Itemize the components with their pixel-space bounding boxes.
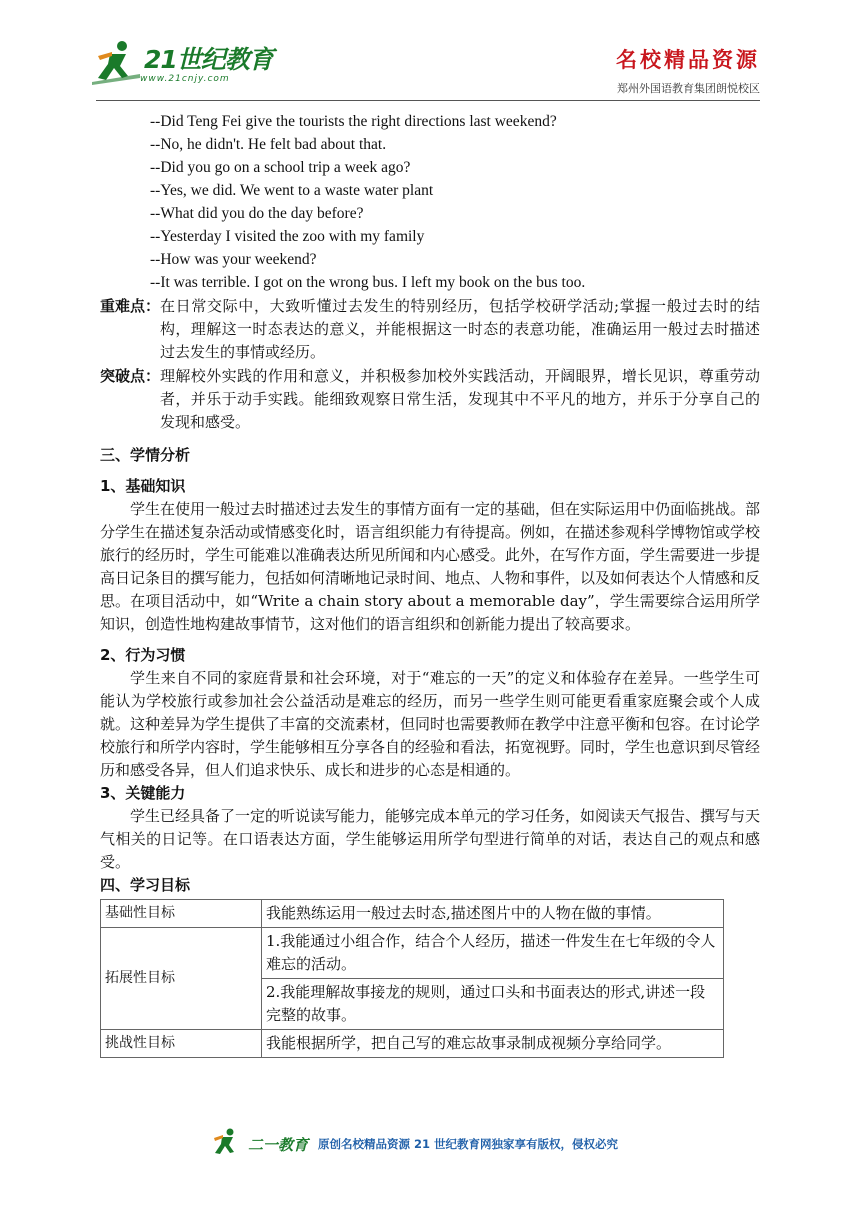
page-header <box>0 0 860 100</box>
goal-text: 我能熟练运用一般过去时态,描述图片中的人物在做的事情。 <box>262 900 724 928</box>
paragraph-key-ability: 学生已经具备了一定的听说读写能力，能够完成本单元的学习任务，如阅读天气报告、撰写与天气相关的日记等。在口语表达方面，学生能够运用所学句型进行简单的对话，表达自己的观点和感受。 <box>100 807 761 871</box>
difficult-points <box>100 295 760 364</box>
table-row <box>101 1030 724 1058</box>
goal-text: 2.我能理解故事接龙的规则，通过口头和书面表达的形式,讲述一段完整的故事。 <box>262 979 724 1030</box>
dialogue-line: --No, he didn't. He felt bad about that. <box>150 136 387 153</box>
goal-label: 挑战性目标 <box>101 1030 262 1058</box>
runner-logo-icon <box>92 40 142 86</box>
subheading-behavior: 2、行为习惯 <box>100 646 186 664</box>
learning-goals-table <box>100 899 724 1058</box>
logo-text: 21世纪教育 <box>144 45 273 74</box>
goal-text: 我能根据所学，把自己写的难忘故事录制成视频分享给同学。 <box>262 1030 724 1058</box>
breakthrough-points <box>100 365 760 434</box>
paragraph-basic-knowledge: 学生在使用一般过去时描述过去发生的事情方面有一定的基础，但在实际运用中仍面临挑战。部分学生在描述复杂活动或情感变化时，语言组织能力有待提高。例如，在描述参观科学博物馆或学校旅行的经历时，学生可能难以准确表达所见所闻和内心感受。此外，在写作方面，学生需要进一步提高日记条目的撰写能力，包括如何清晰地记录时间、地点、人物和事件，以及如何表达个人情感和反思。在项目活动中，如“Write a chain story about a memorable day”，学生需要综合运用所学知识，创造性地构建故事情节，这对他们的语言组织和创新能力提出了较高要求。 <box>100 500 761 633</box>
subheading-key-ability: 3、关键能力 <box>100 784 186 802</box>
page-footer <box>210 1128 670 1158</box>
dialogue-line: --Yes, we did. We went to a waste water plant <box>150 182 434 199</box>
section-heading-goals: 四、学习目标 <box>100 876 191 894</box>
footer-copyright: 原创名校精品资源 21 世纪教育网独家享有版权，侵权必究 <box>318 1137 619 1151</box>
dialogue-line: --What did you do the day before? <box>150 205 364 222</box>
brand-subtitle: 郑州外国语教育集团朗悦校区 <box>617 82 760 95</box>
document-body <box>100 110 760 1058</box>
breakthrough-points-label: 突破点： <box>100 367 161 385</box>
brand-title: 名校精品资源 <box>616 48 760 72</box>
goal-label: 拓展性目标 <box>101 928 262 1030</box>
goal-text: 1.我能通过小组合作，结合个人经历，描述一件发生在七年级的令人难忘的活动。 <box>262 928 724 979</box>
site-logo <box>92 40 292 96</box>
paragraph-behavior: 学生来自不同的家庭背景和社会环境，对于“难忘的一天”的定义和体验存在差异。一些学生可能认为学校旅行或参加社会公益活动是难忘的经历，而另一些学生则可能更看重家庭聚会或个人成就。这种差异为学生提供了丰富的交流素材，但同时也需要教师在教学中注意平衡和包容。在讨论学校旅行和所学内容时，学生能够相互分享各自的经验和看法，拓宽视野。同时，学生也意识到尽管经历和感受各异，但人们追求快乐、成长和进步的心态是相通的。 <box>100 669 761 779</box>
subheading-basic-knowledge: 1、基础知识 <box>100 477 186 495</box>
table-row <box>101 900 724 928</box>
footer-logo-text: 二一教育 <box>248 1136 309 1154</box>
header-divider <box>96 100 760 101</box>
goal-label: 基础性目标 <box>101 900 262 928</box>
dialogue-line: --How was your weekend? <box>150 251 317 268</box>
difficult-points-text: 在日常交际中，大致听懂过去发生的特别经历，包括学校研学活动;掌握一般过去时的结构，理解这一时态表达的意义，并能根据这一时态的表意功能，准确运用一般过去时描述过去发生的事情或经历。 <box>160 297 760 361</box>
section-heading-analysis: 三、学情分析 <box>100 446 191 464</box>
logo-url: www.21cnjy.com <box>140 74 230 84</box>
difficult-points-label: 重难点： <box>100 297 161 315</box>
dialogue-line: --Yesterday I visited the zoo with my family <box>150 228 425 245</box>
runner-logo-icon <box>210 1128 244 1156</box>
dialogue-block <box>100 110 760 294</box>
table-row <box>101 928 724 979</box>
breakthrough-points-text: 理解校外实践的作用和意义，并积极参加校外实践活动，开阔眼界，增长见识，尊重劳动者，并乐于动手实践。能细致观察日常生活，发现其中不平凡的地方，并乐于分享自己的发现和感受。 <box>160 367 760 431</box>
dialogue-line: --Did you go on a school trip a week ago? <box>150 159 411 176</box>
dialogue-line: --Did Teng Fei give the tourists the right directions last weekend? <box>150 113 557 130</box>
dialogue-line: --It was terrible. I got on the wrong bus. I left my book on the bus too. <box>150 274 586 291</box>
